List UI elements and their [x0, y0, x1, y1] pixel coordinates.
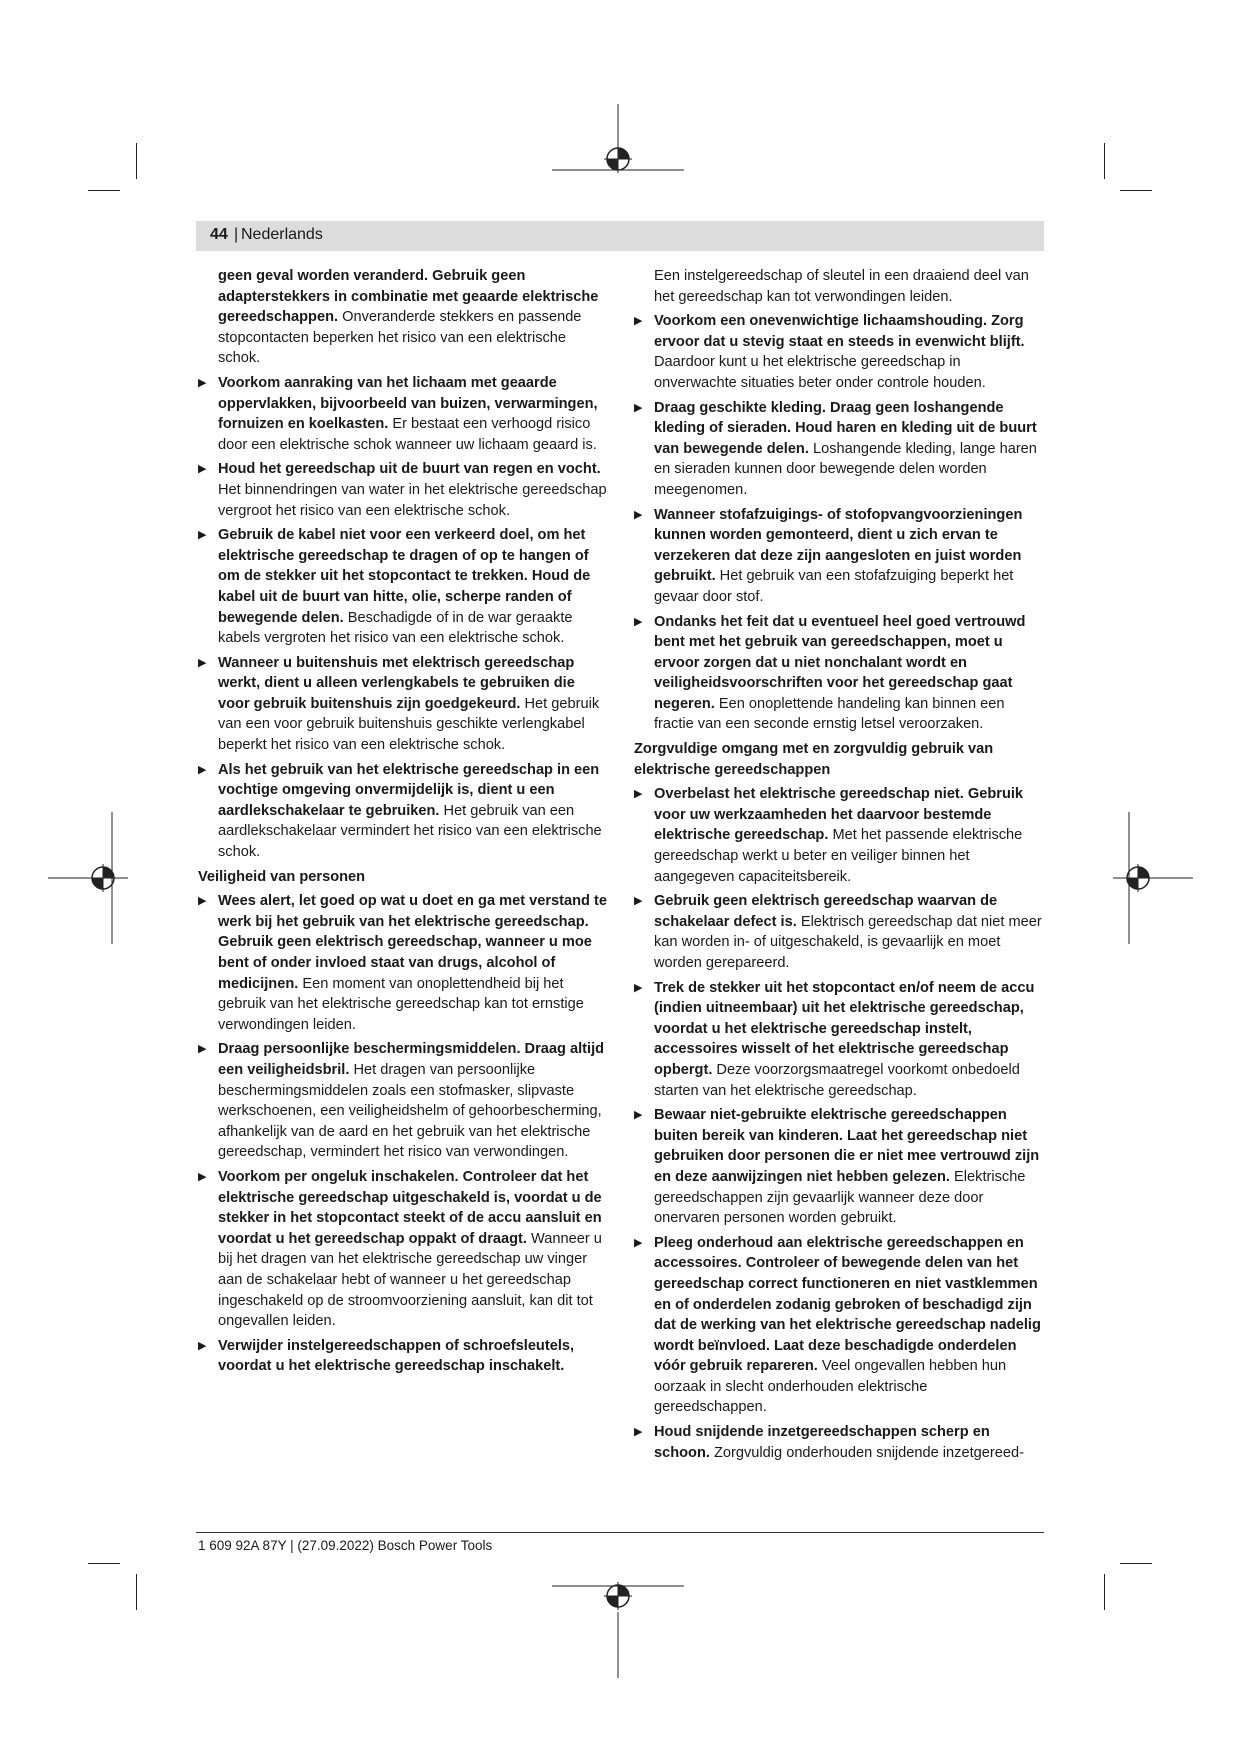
list-item: ▶ Overbelast het elektrische gereedschap niet. Gebruik voor uw werkzaamheden het daarvoor bestemde elektrische gereedschap. Met het passende elektrische gereedschap werkt u beter en veiliger binnen het aangegeven capaciteitsbereik.: [634, 784, 1044, 887]
registration-mark-right-icon: [1113, 812, 1193, 944]
list-item: ▶ Draag persoonlijke beschermingsmiddelen. Draag altijd een veiligheidsbril. Het dragen van persoonlijke beschermingsmiddelen zoals een stofmasker, slipvaste werkschoenen, een veiligheidshelm of gehoorbescherming, afhankelijk van de aard en het gebruik van het elektrische gereedschap, vermindert het risico van verwondingen.: [198, 1039, 608, 1163]
paragraph: geen geval worden veranderd. Gebruik geen adapterstekkers in combinatie met geaarde elektrische gereedschappen. Onveranderde stekkers en passende stopcontacten beperken het risico van een elektrische schok.: [218, 268, 599, 367]
list-item: ▶ Trek de stekker uit het stopcontact en/of neem de accu (indien uitneembaar) uit het elektrische gereedschap, voordat u het elektrische gereedschap instelt, accessoires wisselt of het elektrische gereedschap opbergt. Deze voorzorgsmaatregel voorkomt onbedoeld starten van het elektrische gereedschap.: [634, 978, 1044, 1102]
list-item: ▶ Gebruik geen elektrisch gereedschap waarvan de schakelaar defect is. Elektrisch gereedschap dat niet meer kan worden in- of uitgeschakeld, is gevaarlijk en moet worden gerepareerd.: [634, 891, 1044, 973]
footer-text: 1 609 92A 87Y | (27.09.2022) Bosch Power Tools: [198, 1538, 493, 1553]
list-item: ▶ Houd het gereedschap uit de buurt van regen en vocht. Het binnendringen van water in het elektrische gereedschap vergroot het risico van een elektrische schok.: [198, 459, 608, 521]
list-item: ▶ Voorkom per ongeluk inschakelen. Controleer dat het elektrische gereedschap uitgeschakeld is, voordat u de stekker in het stopcontact steekt of de accu aansluit en voordat u het gereedschap oppakt of draagt. Wanneer u bij het dragen van het elektrische gereedschap uw vinger aan de schakelaar hebt of wanneer u het gereedschap ingeschakeld op de stroomvoorziening aansluit, kan dit tot ongevallen leiden.: [198, 1167, 608, 1332]
list-item: ▶ Ondanks het feit dat u eventueel heel goed vertrouwd bent met het gebruik van gereedschappen, moet u ervoor zorgen dat u niet nonchalant wordt en veiligheidsvoorschriften voor het gereedschap gaat negeren. Een onoplettende handeling kan binnen een fractie van een seconde ernstig letsel veroorzaken.: [634, 612, 1044, 736]
list-item: ▶ Wanneer u buitenshuis met elektrisch gereedschap werkt, dient u alleen verlengkabels te gebruiken die voor gebruik buitenshuis zijn goedgekeurd. Het gebruik van een voor gebruik buitenshuis geschikte verlengkabel beperkt het risico van een elektrische schok.: [198, 653, 608, 756]
list-item: ▶ Wanneer stofafzuigings- of stofopvangvoorzieningen kunnen worden gemonteerd, dient u zich ervan te verzekeren dat deze zijn aangesloten en juist worden gebruikt. Het gebruik van een stofafzuiging beperkt het gevaar door stof.: [634, 505, 1044, 608]
list-item: ▶ Gebruik de kabel niet voor een verkeerd doel, om het elektrische gereedschap te dragen of op te hangen of om de stekker uit het stopcontact te trekken. Houd de kabel uit de buurt van hitte, olie, scherpe randen of bewegende delen. Beschadigde of in de war geraakte kabels vergroten het risico van een elektrische schok.: [198, 525, 608, 649]
list-item: ▶ Wees alert, let goed op wat u doet en ga met verstand te werk bij het gebruik van het elektrische gereedschap. Gebruik geen elektrisch gereedschap, wanneer u moe bent of onder invloed staat van drugs, alcohol of medicijnen. Een moment van onoplettendheid bij het gebruik van het elektrische gereedschap kan tot ernstige verwondingen leiden.: [198, 891, 608, 1035]
registration-mark-left-icon: [48, 812, 128, 944]
list-item: ▶ Voorkom aanraking van het lichaam met geaarde oppervlakken, bijvoorbeeld van buizen, verwarmingen, fornuizen en koelkasten. Er bestaat een verhoogd risico door een elektrische schok wanneer uw lichaam geaard is.: [198, 373, 608, 455]
page-number: 44: [210, 226, 228, 243]
list-item: ▶ Voorkom een onevenwichtige lichaamshouding. Zorg ervoor dat u stevig staat en steeds in evenwicht blijft. Daardoor kunt u het elektrische gereedschap in onverwachte situaties beter onder controle houden.: [634, 311, 1044, 393]
list-item: ▶ Bewaar niet-gebruikte elektrische gereedschappen buiten bereik van kinderen. Laat het gereedschap niet gebruiken door personen die er niet mee vertrouwd zijn en deze aanwijzingen niet hebben gelezen. Elektrische gereedschappen zijn gevaarlijk wanneer deze door onervaren personen worden gebruikt.: [634, 1105, 1044, 1229]
header-language: Nederlands: [241, 226, 323, 243]
list-item: ▶ Als het gebruik van het elektrische gereedschap in een vochtige omgeving onvermijdelijk is, dient u een aardlekschakelaar te gebruiken. Het gebruik van een aardlekschakelaar vermindert het risico van een elektrische schok.: [198, 760, 608, 863]
text-column-left: [198, 266, 608, 1381]
header-separator: |: [234, 226, 239, 243]
list-item: ▶ Pleeg onderhoud aan elektrische gereedschappen en accessoires. Controleer of bewegende delen van het gereedschap correct functioneren en niet vastklemmen en of onderdelen zodanig gebroken of beschadigd zijn dat de werking van het elektrische gereedschap nadelig wordt beïnvloed. Laat deze beschadigde onderdelen vóór gebruik repareren. Veel ongevallen hebben hun oorzaak in slecht onderhouden elektrische gereedschappen.: [634, 1233, 1044, 1418]
list-item: ▶ Draag geschikte kleding. Draag geen loshangende kleding of sieraden. Houd haren en kleding uit de buurt van bewegende delen. Loshangende kleding, lange haren en sieraden kunnen door bewegende delen worden meegenomen.: [634, 398, 1044, 501]
section-heading: Veiligheid van personen: [198, 868, 366, 885]
section-heading: Zorgvuldige omgang met en zorgvuldig gebruik van elektrische gereedschappen: [634, 741, 994, 778]
list-item: ▶ Verwijder instelgereedschappen of schroefsleutels, voordat u het elektrische gereedschap inschakelt.: [198, 1336, 608, 1377]
page-header-bar: [196, 221, 1044, 251]
registration-mark-bottom-icon: [552, 1568, 684, 1678]
list-item: ▶ Houd snijdende inzetgereedschappen scherp en schoon. Zorgvuldig onderhouden snijdende inzetgereed-: [634, 1422, 1044, 1463]
paragraph: Een instelgereedschap of sleutel in een draaiend deel van het gereedschap kan tot verwondingen leiden.: [654, 268, 1029, 305]
text-column-right: [634, 266, 1044, 1467]
registration-mark-top-icon: [552, 104, 684, 214]
footer-divider: [196, 1532, 1044, 1533]
